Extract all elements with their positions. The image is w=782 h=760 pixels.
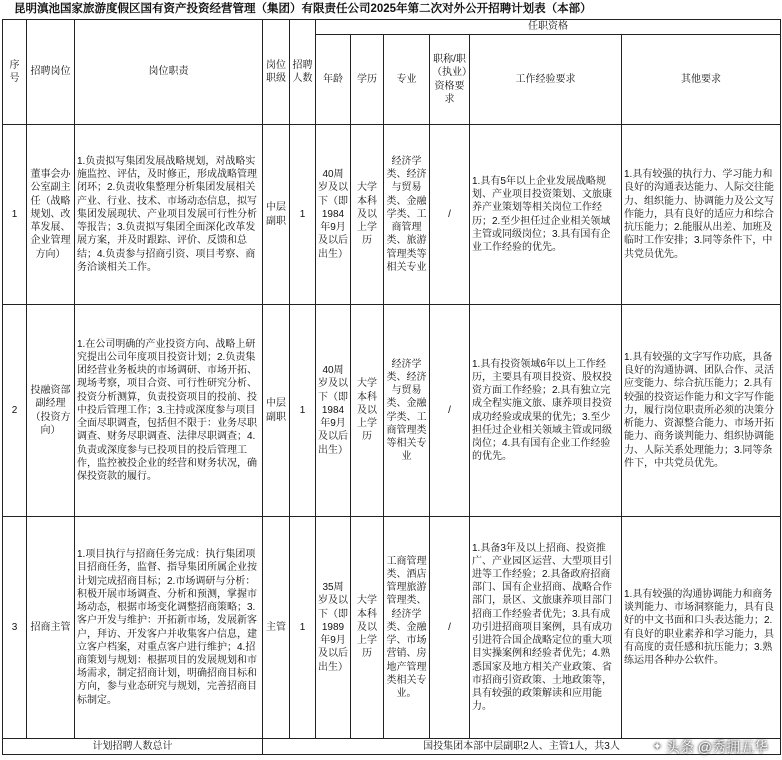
header-other: 其他要求: [622, 35, 781, 125]
header-seq: 序号: [3, 20, 27, 125]
row-major: 经济学类、经济与贸易类、金融学类、工商管理类、旅游管理类等相关专业: [384, 125, 430, 305]
row-duties: 1.在公司明确的产业投资方向、战略上研究提出公司年度项目投资计划；2.负责集团经营业务板块的市场调研、市场开拓、现场考察，项目合资、可行性研究分析、投资分析测算，负责投资项目的投前、投中投后管理工作；3.主持或深度参与项目全面尽职调查，包括但不限于：业务尽职调查、财务尽职调查、法律尽职调查；4.负责或深度参与已投项目的投后管理工作，监控被投企业的经营和财务状况，确保投资款的履行。: [75, 305, 263, 517]
row-age: 35周岁及以下（即1989年9月及以后出生）: [316, 517, 351, 739]
row-seq: 1: [3, 125, 27, 305]
header-rank: 岗位职级: [263, 20, 290, 125]
header-qualifications: 任职资格: [316, 20, 781, 35]
row-count: 1: [290, 125, 316, 305]
toutiao-logo-icon: ✦: [652, 741, 662, 753]
header-experience: 工作经验要求: [470, 35, 622, 125]
header-education: 学历: [351, 35, 384, 125]
row-count: 1: [290, 305, 316, 517]
row-experience: 1.具有投资领域6年以上工作经历，主要具有项目投资、股权投资方面工作经验；2.具有独立完成全程实施文旅、康养项目投资成功经验或成果的优先；3.至少担任过企业相关领域主管或同级岗位；4.具有国有企业工作经验的优先。: [470, 305, 622, 517]
header-age: 年龄: [316, 35, 351, 125]
row-education: 大学本科及以上学历: [351, 305, 384, 517]
row-age: 40周岁及以下（即1984年9月及以后出生）: [316, 305, 351, 517]
row-rank: 中层副职: [263, 125, 290, 305]
row-major: 经济学类、经济与贸易类、金融学类、工商管理类等相关专业: [384, 305, 430, 517]
row-title-qualification: /: [430, 125, 470, 305]
watermark: [653, 736, 768, 758]
row-other: 1.具有较强的文字写作功底，具备良好的沟通协调、团队合作、灵活应变能力、综合抗压能力；2.具有较强的投资运作能力和文字写作能力，履行岗位职责所必须的决策分析能力、资源整合能力、市场开拓能力、商务谈判能力、组织协调能力、人际关系处理能力；3.同等条件下，中共党员优先。: [622, 305, 781, 517]
row-education: 大学本科及以上学历: [351, 517, 384, 739]
footer-label: 计划招聘人数总计: [3, 739, 263, 755]
header-duties: 岗位职责: [75, 20, 263, 125]
row-rank: 中层副职: [263, 305, 290, 517]
row-education: 大学本科及以上学历: [351, 125, 384, 305]
footer-summary: 国投集团本部中层副职2人、主管1人，共3人: [263, 739, 781, 755]
row-seq: 3: [3, 517, 27, 739]
row-seq: 2: [3, 305, 27, 517]
header-row-top: [3, 20, 781, 35]
row-experience: 1.具有5年以上企业发展战略规划、产业项目投资策划、文旅康养产业策划等相关岗位工作经历；2.至少担任过企业相关领域主管或同级岗位；3.具有国有企业工作经验的优先。: [470, 125, 622, 305]
header-major: 专业: [384, 35, 430, 125]
row-title-qualification: /: [430, 517, 470, 739]
row-other: 1.具有较强的执行力、学习能力和良好的沟通表达能力、人际交往能力、组织能力、协调能力及公文写作能力，具有良好的适应力和综合抗压能力；2.能服从出差、加班及临时工作安排；3.同等条件下，中共党员优先。: [622, 125, 781, 305]
table-row: [3, 517, 781, 739]
row-major: 工商管理类、酒店管理旅游管理类、经济学类、金融学、市场营销、房地产管理类相关专业。: [384, 517, 430, 739]
row-duties: 1.负责拟写集团发展战略规划，对战略实施监控、评估，及时修正，形成战略管理闭环；2.负责收集整理分析集团发展相关产业、行业、技术、市场动态信息，拟写集团发展现状、产业项目发展可行性分析等报告；3.负责拟写集团全面深化改革发展方案，并及时跟踪、评价、反馈和总结；4.负责参与招商引资、项目考察、商务洽谈相关工作。: [75, 125, 263, 305]
watermark-text: 头条 @秀拥五华: [665, 739, 768, 755]
row-title-qualification: /: [430, 305, 470, 517]
header-title-qualification: 职称/职（执业）资格要求: [430, 35, 470, 125]
row-position: 董事会办公室副主任（战略规划、改革发展、企业管理方向）: [27, 125, 75, 305]
row-count: 1: [290, 517, 316, 739]
row-age: 40周岁及以下（即1984年9月及以后出生）: [316, 125, 351, 305]
row-duties: 1.项目执行与招商任务完成：执行集团项目招商任务，监督、指导集团所属企业按计划完成招商目标；2.市场调研与分析：积极开展市场调查、分析和预测，掌握市场动态，根据市场变化调整招商策略；3.客户开发与维护：开拓新市场，发展新客户，拜访、开发客户并收集客户信息，建立客户档案，对重点客户进行维护；4.招商策划与规划：根据项目的发展规划和市场需求，制定招商计划，明确招商目标和方向，参与业态研究与规划，完善招商目标制定。: [75, 517, 263, 739]
header-position: 招聘岗位: [27, 20, 75, 125]
table-row: [3, 125, 781, 305]
row-experience: 1.具备3年及以上招商、投资推广、产业园区运营、大型项目引进等工作经验；2.具备政府招商部门、国有企业招商、战略合作部门，景区、文旅康养项目部门招商工作经验者优先；3.具有成功引进招商项目案例，具有成功引进符合国企战略定位的重大项目实操案例和经验者优先；4.熟悉国家及地方相关产业政策、省市招商引资政策、土地政策等，具有较强的政策解读和应用能力。: [470, 517, 622, 739]
row-position: 投融资部副经理（投资方向）: [27, 305, 75, 517]
table-row: [3, 305, 781, 517]
page-title: 昆明滇池国家旅游度假区国有资产投资经营管理（集团）有限责任公司2025年第二次对外公开招聘计划表（本部）: [14, 3, 592, 15]
row-position: 招商主管: [27, 517, 75, 739]
row-rank: 主管: [263, 517, 290, 739]
recruitment-table: [2, 19, 781, 755]
header-count: 招聘人数: [290, 20, 316, 125]
row-other: 1.具有较强的沟通协调能力和商务谈判能力、市场洞察能力，具有良好的中文书面和口头表达能力；2.有良好的职业素养和学习能力，具有高度的责任感和抗压能力；3.熟练运用各种办公软件。: [622, 517, 781, 739]
